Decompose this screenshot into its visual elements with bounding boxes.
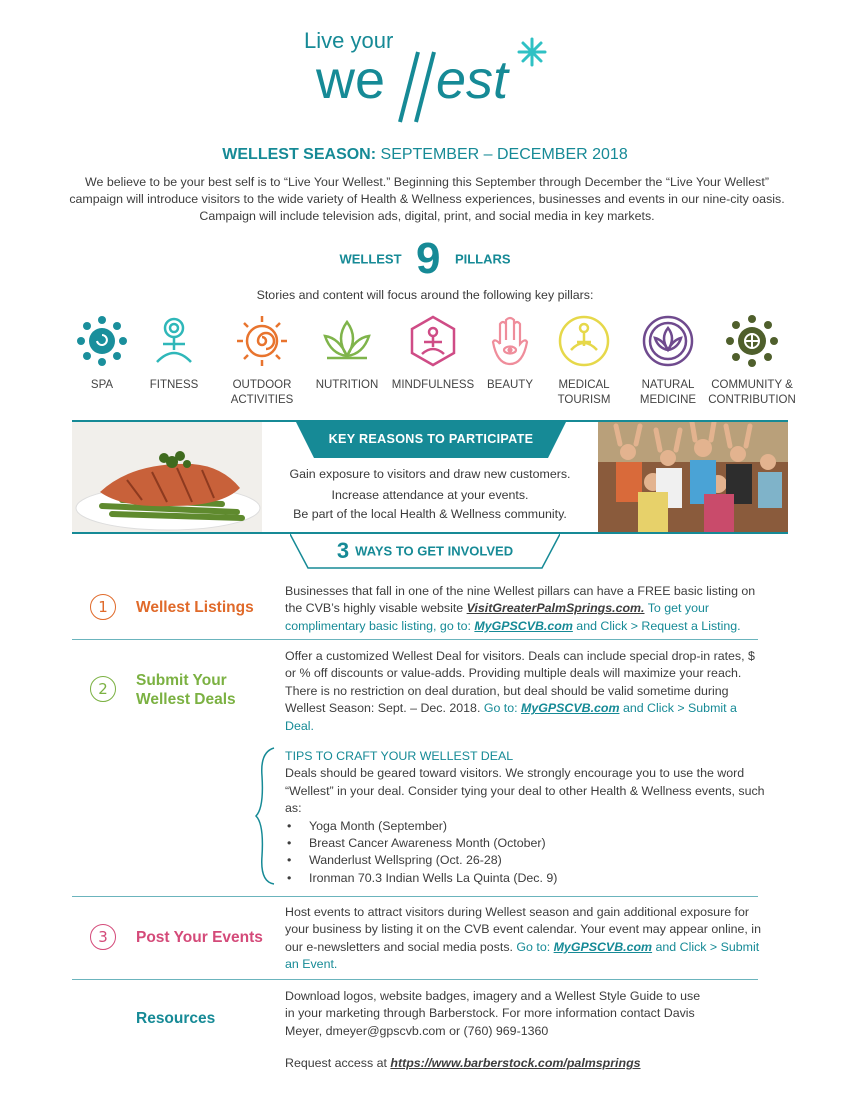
natural-medicine-icon <box>641 314 695 368</box>
divider <box>72 979 758 980</box>
reason-item: Gain exposure to visitors and draw new customers. <box>289 467 571 481</box>
meditation-icon <box>406 314 460 368</box>
events-body: Host events to attract visitors during Wellest season and gain additional exposure for your business by listing it on the CVB event calendar. Your event may appear online, in our e-newsletters and social media posts. Go to: MyGPSCVB.com and Click > Submit an Event. <box>285 905 761 972</box>
pillar-outdoor: OUTDOOR ACTIVITIES <box>214 314 310 408</box>
ways-title: WAYS TO GET INVOLVED <box>355 543 514 559</box>
community-icon <box>725 314 779 368</box>
resources-body: Download logos, website badges, imagery and a Wellest Style Guide to use in your marketing through Barberstock. For more information contact Davis Meyer, dmeyer@gpscvb.com or (760) 969-1360 <box>285 989 701 1038</box>
step-1-circle: 1 <box>90 594 116 620</box>
hamsa-icon <box>483 314 537 368</box>
listings-title: Wellest Listings <box>136 599 254 616</box>
resources-request: Request access at https://www.barberstock.com/palmsprings <box>285 1056 641 1070</box>
mygpscvb-link[interactable]: MyGPSCVB.com <box>553 939 653 954</box>
pillar-natural-medicine: NATURAL MEDICINE <box>620 314 716 408</box>
step-3-circle: 3 <box>90 924 116 950</box>
salmon-dish-image <box>72 422 262 532</box>
reason-item: Increase attendance at your events. <box>331 488 529 502</box>
spa-icon <box>75 314 129 368</box>
pillars-heading-left: WELLEST <box>339 251 402 267</box>
live-your-wellest-logo <box>300 22 560 132</box>
reasons-title: KEY REASONS TO PARTICIPATE <box>328 432 534 446</box>
season-heading <box>0 146 850 164</box>
tips-text: Deals should be geared toward visitors. We strongly encourage you to use the word “Wellest” in your deal. Consider tying your deal to other Health & Wellness events, such as: <box>285 766 765 816</box>
pillar-medical: MEDICAL TOURISM <box>536 314 632 408</box>
tips-list <box>285 818 765 888</box>
events-title: Post Your Events <box>136 929 263 946</box>
curly-brace-decoration <box>252 746 278 886</box>
divider <box>72 896 758 897</box>
list-item: • Wanderlust Wellspring (Oct. 26-28) <box>285 852 765 869</box>
pillars-heading-number: 9 <box>416 234 441 283</box>
logo-line2: we <box>316 50 386 110</box>
mygpscvb-link[interactable]: MyGPSCVB.com <box>474 618 573 633</box>
pillar-fitness: FITNESS <box>126 314 222 393</box>
pillar-community: COMMUNITY & CONTRIBUTION <box>704 314 800 408</box>
deals-title: Submit Your Wellest Deals <box>136 672 236 708</box>
pillars-heading <box>0 234 850 284</box>
list-item: • Breast Cancer Awareness Month (October) <box>285 835 765 852</box>
fitness-icon <box>147 314 201 368</box>
resources-title: Resources <box>136 1010 216 1027</box>
season-label: WELLEST SEASON: <box>222 146 377 163</box>
yoga-class-image <box>598 422 788 532</box>
divider <box>72 639 758 640</box>
tips-title: TIPS TO CRAFT YOUR WELLEST DEAL <box>285 749 514 763</box>
visit-site-link[interactable]: VisitGreaterPalmSprings.com. <box>466 601 645 616</box>
lotus-icon <box>317 314 377 368</box>
pillar-beauty: BEAUTY <box>462 314 558 393</box>
medical-icon <box>557 314 611 368</box>
barberstock-link[interactable]: https://www.barberstock.com/palmsprings <box>390 1056 641 1070</box>
svg-text:est: est <box>436 50 509 110</box>
deals-body: Offer a customized Wellest Deal for visitors. Deals can include special drop-in rates, $ or % off discounts or value-adds. Providing multiple deals will maximize your reach. There is no restriction on deal duration, but deal should be valid sometime during Wellest Season: Sept. – Dec. 2018. Go to: MyGPSCVB.com and Click > Submit a Deal. <box>285 649 755 733</box>
pillars-subtitle: Stories and content will focus around the following key pillars: <box>256 288 594 302</box>
sun-icon <box>235 314 289 368</box>
pillar-nutrition: NUTRITION <box>299 314 395 393</box>
intro-paragraph: We believe to be your best self is to “Live Your Wellest.” Beginning this September through December the “Live Your Wellest” campaign will introduce visitors to the wide variety of Health & Wellness experiences, businesses and events in our nine-city oasis. Campaign will include television ads, digital, print, and social media in key markets. <box>69 175 785 223</box>
tips-block <box>285 748 765 887</box>
step-2-circle: 2 <box>90 676 116 702</box>
list-item: • Ironman 70.3 Indian Wells La Quinta (Dec. 9) <box>285 870 765 887</box>
reason-item: Be part of the local Health & Wellness community. <box>293 507 567 521</box>
pillar-label-line1: SPA <box>90 379 114 391</box>
logo-line1: Live your <box>304 28 394 53</box>
season-dates: SEPTEMBER – DECEMBER 2018 <box>380 146 628 163</box>
asterisk-icon <box>519 39 545 65</box>
pillar-mindfulness: MINDFULNESS <box>385 314 481 393</box>
mygpscvb-link[interactable]: MyGPSCVB.com <box>521 701 620 716</box>
listings-body: Businesses that fall in one of the nine Wellest pillars can have a FREE basic listing on the CVB’s highly visable website VisitGreaterPalmSprings.com. To get your complimentary basic listing, go to: MyGPSCVB.com and Click > Request a Listing. <box>285 584 756 633</box>
ways-number: 3 <box>336 538 350 563</box>
ways-heading <box>290 538 560 564</box>
pillars-heading-right: PILLARS <box>454 251 511 267</box>
list-item: • Yoga Month (September) <box>285 818 765 835</box>
